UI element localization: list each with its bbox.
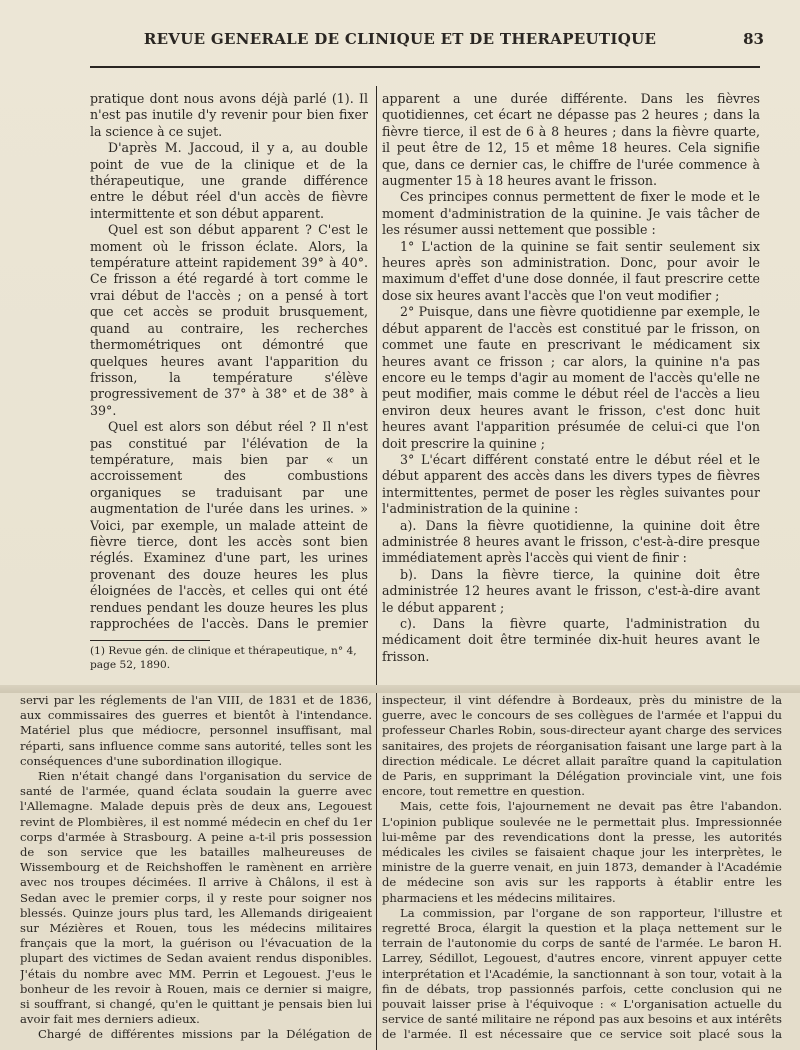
paragraph: Mais, cette fois, l'ajournement ne devait pas être l'abandon. L'opinion publique soulevée ne le permettait plus. Impressionnée lui-même par des revendications dont la presse, les autorités médicales les civiles se faisaient chaque jour les interprètes, le ministre de la guerre venait, en juin 1873, demander à l'Académie de médecine son avis sur les rapports à établir entre les pharmaciens et les médecins militaires. [382, 799, 782, 905]
paragraph: pratique dont nous avons déjà parlé (1). Il n'est pas inutile d'y revenir pour bien fixer la science à ce sujet. [90, 91, 368, 139]
paragraph: Quel est son début apparent ? C'est le moment où le frisson éclate. Alors, la température atteint rapidement 39° à 40°. Ce frisson a été regardé à tort comme le vrai début de l'accès ; on a pensé à tort que cet accès se produit brusquement, quand au contraire, les recherches thermométriques ont démontré que quelques heures avant l'apparition du frisson, la température s'élève progressivement de 37° à 38° et de 38° à 39°. [90, 222, 368, 418]
column-divider [376, 86, 377, 691]
lower-column-divider [376, 693, 377, 1050]
footnote-rule [90, 640, 210, 641]
list-item: a). Dans la fièvre quotidienne, la quinine doit être administrée 8 heures avant le frisson, c'est-à-dire presque immédiatement après l'accès qui vient de finir : [382, 517, 760, 566]
footnote: (1) Revue gén. de clinique et thérapeutique, n° 4, page 52, 1890. [90, 645, 357, 671]
left-column [90, 91, 368, 631]
lower-left-column [20, 693, 372, 1043]
list-item: b). Dans la fièvre tierce, la quinine doit être administrée 12 heures avant le frisson, c'est-à-dire avant le début apparent ; [382, 566, 760, 615]
paragraph: apparent a une durée différente. Dans les fièvres quotidiennes, cet écart ne dépasse pas 2 heures ; dans la fièvre tierce, il est de 6 à 8 heures ; dans la fièvre quarte, il peut être de 12, 15 et même 18 heures. Cela signifie que, dans ce dernier cas, le chiffre de l'urée commence à augmenter 15 à 18 heures avant le frisson. [382, 91, 760, 189]
running-title: REVUE GENERALE DE CLINIQUE ET DE THERAPEUTIQUE [143, 30, 657, 48]
paragraph: 3° L'écart différent constaté entre le début réel et le début apparent des accès dans les divers types de fièvres intermittentes, permet de poser les règles suivantes pour l'administration de la quinine : [382, 451, 760, 517]
paragraph: La commission, par l'organe de son rapporteur, l'illustre et regretté Broca, élargit la question et la plaça nettement sur le terrain de l'autonomie du corps de santé de l'armée. Le baron H. Larrey, Sédillot, Legouest, d'autres encore, vinrent appuyer cette interprétation et l'Académie, la sanctionnant à son tour, votait à la fin de débats, trop passionnés parfois, cette conclusion qui ne pouvait laisser prise à l'équivoque : « L'organisation actuelle du service de santé militaire ne répond pas aux besoins et aux intérêts de l'armée. Il est nécessaire que ce service soit placé sous la [382, 905, 782, 1042]
paragraph: servi par les réglements de l'an VIII, de 1831 et de 1836, aux commissaires des guerres et bientôt à l'intendance. Matériel plus que médiocre, personnel insuffisant, mal réparti, sans influence comme sans autorité, telles sont les conséquences d'une subordination illogique. [20, 693, 372, 768]
paragraph: 2° Puisque, dans une fièvre quotidienne par exemple, le début apparent de l'accès est constitué par le frisson, on commet une faute en prescrivant le médicament six heures avant ce frisson ; car alors, la quinine n'a pas encore eu le temps d'agir au moment de l'accès qu'elle ne peut modifier, mais comme le début réel de l'accès a lieu environ deux heures avant le frisson, c'est donc huit heures avant l'apparition présumée de celui-ci que l'on doit prescrire la quinine ; [382, 304, 760, 451]
lower-right-column [382, 693, 782, 1043]
page-number: 83 [743, 30, 764, 48]
paragraph: 1° L'action de la quinine se fait sentir seulement six heures après son administration. Donc, pour avoir le maximum d'effet d'une dose donnée, il faut prescrire cette dose six heures avant l'accès que l'on veut modifier ; [382, 238, 760, 303]
paragraph: Ces principes connus permettent de fixer le mode et le moment d'administration de la quinine. Je vais tâcher de les résumer aussi nettement que possible : [382, 189, 760, 238]
paragraph: inspecteur, il vint défendre à Bordeaux, près du ministre de la guerre, avec le concours de ses collègues de l'armée et l'appui du professeur Charles Robin, sous-directeur ayant charge des services sanitaires, des projets de réorganisation faisant une large part à la direction médicale. Le décret allait paraître quand la capitulation de Paris, en supprimant la Délégation provinciale vint, une fois encore, tout remettre en question. [382, 693, 782, 799]
paragraph: Quel est alors son début réel ? Il n'est pas constitué par l'élévation de la température, mais bien par « un accroissement des combustions organiques se traduisant par une augmentation de l'urée dans les urines. » Voici, par exemple, un malade atteint de fièvre tierce, dont les accès sont bien réglés. Examinez d'une part, les urines provenant des douze heures les plus éloignées de l'accès, et celles qui ont été rendues pendant les douze heures les plus rapprochées de l'accès. Dans le premier [90, 419, 368, 631]
right-column [382, 91, 760, 691]
page-fold-band [0, 685, 800, 693]
paragraph: D'après M. Jaccoud, il y a, au double point de vue de la clinique et de la thérapeutique, une grande différence entre le début réel d'un accès de fièvre intermittente et son début apparent. [90, 140, 368, 221]
page-header [30, 30, 770, 56]
header-rule [90, 66, 760, 68]
paragraph: Chargé de différentes missions par la Délégation de [38, 1027, 372, 1042]
paragraph: Rien n'était changé dans l'organisation du service de santé de l'armée, quand éclata soudain la guerre avec l'Allemagne. Malade depuis près de deux ans, Legouest revint de Plombières, il est nommé médecin en chef du 1er corps d'armée à Strasbourg. A peine a-t-il pris possession de son service que les batailles malheureuses de Wissembourg et de Reichshoffen le ramènent en arrière avec nos troupes décimées. Il arrive à Châlons, il est à Sedan avec le premier corps, il y reste pour soigner nos blessés. Quinze jours plus tard, les Allemands dirigeaient sur Mézières et Rouen, tous les médecins militaires français que la mort, la guérison ou l'évacuation de la plupart des victimes de Sedan avaient rendus disponibles. J'étais du nombre avec MM. Perrin et Legouest. J'eus le bonheur de les revoir à Rouen, mais ce dernier si maigre, si souffrant, si changé, qu'en le quittant je pensais bien lui avoir fait mes derniers adieux. [20, 769, 372, 1027]
list-item: c). Dans la fièvre quarte, l'administration du médicament doit être terminée dix-huit heures avant le frisson. [382, 616, 760, 664]
